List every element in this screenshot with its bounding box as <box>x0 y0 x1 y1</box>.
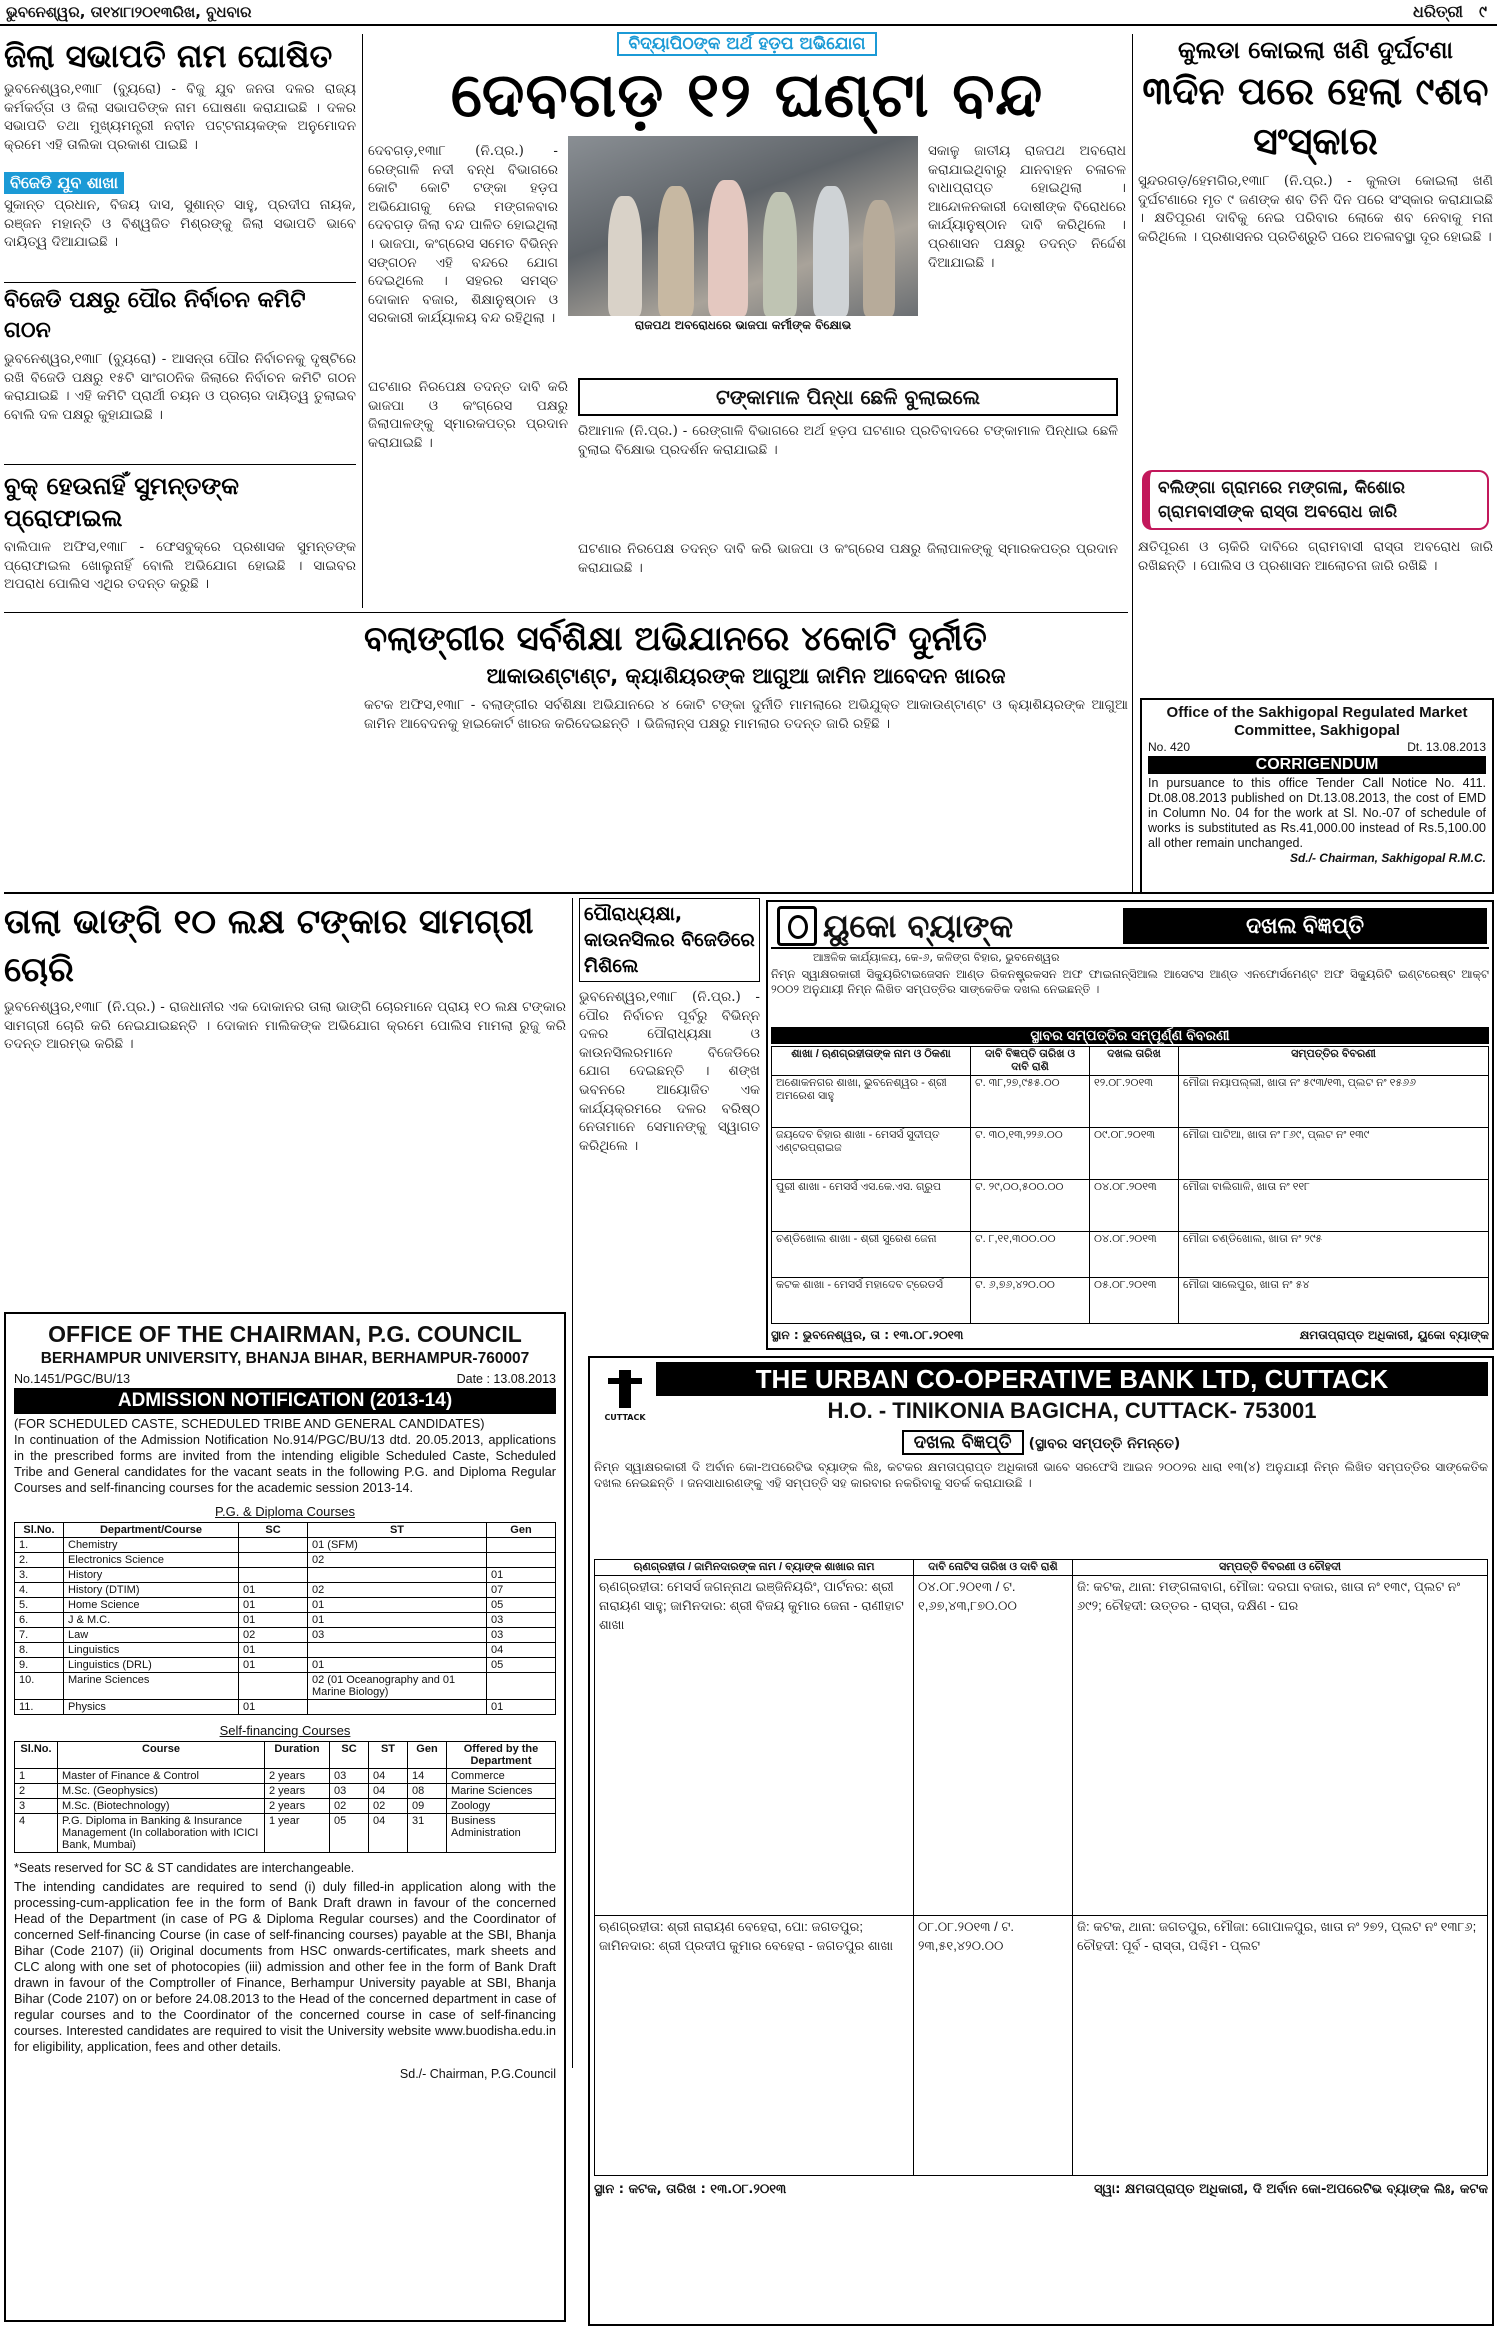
story-body: ଭୁବନେଶ୍ୱର,୧୩ା୮ (ବ୍ୟୁରୋ) - ଆସନ୍ତା ପୌର ନିର୍ବାଚନକୁ ଦୃଷ୍ଟିରେ ରଖି ବିଜେଡି ପକ୍ଷରୁ ୧୫ଟି ସାଂଗଠନିକ ଜିଲାରେ ନିର୍ବାଚନ କମିଟି ଗଠନ କରାଯାଇଛି । ଏହି କମିଟି ପ୍ରାର୍ଥୀ ଚୟନ ଓ ପ୍ରଚାର ଦାୟିତ୍ୱ ତୁଲାଇବ ବୋଲି ଦଳ ପକ୍ଷରୁ କୁହାଯାଇଛି । <box>4 351 361 423</box>
center-story <box>368 32 1131 376</box>
dateline: ଭୁବନେଶ୍ୱର, ତା୧୪ା୮ା୨୦୧୩ରିଖ, ବୁଧବାର <box>6 3 252 21</box>
uco-notice-title: ଦଖଲ ବିଜ୍ଞପ୍ତି <box>1123 908 1487 944</box>
photo-caption: ରାଜପଥ ଅବରୋଧରେ ଭାଜପା କର୍ମୀଙ୍କ ବିକ୍ଷୋଭ <box>634 318 852 332</box>
uco-logo-icon <box>777 906 817 946</box>
sub-headline: ଟଙ୍କାମାଳ ପିନ୍ଧା ଛେଳି ବୁଲାଇଲେ <box>578 378 1118 416</box>
story-body: ଭୁବନେଶ୍ୱର,୧୩ା୮ (ନି.ପ୍ର.) - ପୌର ନିର୍ବାଚନ ପୂର୍ବରୁ ବିଭିନ୍ନ ଦଳର ପୌରାଧ୍ୟକ୍ଷା ଓ କାଉନସିଲରମାନେ ବିଜେଡିରେ ଯୋଗ ଦେଇଛନ୍ତି । ଶଙ୍ଖ ଭବନରେ ଆୟୋଜିତ ଏକ କାର୍ଯ୍ୟକ୍ରମରେ ଦଳର ବରିଷ୍ଠ ନେତାମାନେ ସେମାନଙ୍କୁ ସ୍ୱାଗତ କରିଥିଲେ । <box>579 989 765 1154</box>
page-number: ୯ <box>1479 2 1487 21</box>
table-row: 1 Master of Finance & Control 2 years 03 04 14 Commerce <box>15 1769 556 1784</box>
pg-table2: Sl.No. Course Duration SC ST Gen Offered by the Department 1 Master of Finance & Control 2 years 03 04 14 Commerce 2 M.Sc. (Geophysics) 2 years 03 04 08 Marine Sciences 3 M.Sc. (Biotechnology) 2 years 02 02 09 Zoology 4 P.G. Diploma in Banking & Insurance Management (In collaboration with ICICI Bank, Mumbai) 1 year 05 04 31 Business Administration <box>14 1741 556 1853</box>
uco-place-date: ସ୍ଥାନ : ଭୁବନେଶ୍ୱର, ତା : ୧୩.୦୮.୨୦୧୩ <box>771 1328 964 1342</box>
uco-bank-ad <box>766 900 1494 1350</box>
right-top-story <box>1138 34 1497 694</box>
pg-intro: (FOR SCHEDULED CASTE, SCHEDULED TRIBE AND GENERAL CANDIDATES) In continuation of the Admission Notification No.914/PGC/BU/13 dtd. 20.05.2013, applications in the prescribed forms are invited from the intending eligible Scheduled Caste, Scheduled Tribe and General candidates for the vacant seats in the following P.G. and Diploma Regular Courses and self-financing courses for the academic session 2013-14. <box>14 1416 556 1495</box>
corrigendum-body: In pursuance to this office Tender Call Notice No. 411. Dt.08.08.2013 published on Dt.13.08.2013, the cost of EMD in Column No. 04 for the work at Sl. No.-07 of schedule of works is substituted as Rs.41,000.00 instead of Rs.5,100.00 all other remain unchanged. <box>1148 776 1486 850</box>
table-row: ଅଶୋକନଗର ଶାଖା, ଭୁବନେଶ୍ୱର - ଶ୍ରୀ ଅମରେଶ ସାହୁ ଟ. ୩୮,୨୭,୯୫୫.୦୦ ୧୨.୦୮.୨୦୧୩ ମୌଜା ନୟାପଲ୍ଲୀ, ଖାତା ନଂ ୫୯୩/୧୩, ପ୍ଲଟ ନଂ ୧୫୬୬ <box>772 1076 1489 1128</box>
urban-notice-title: ଦଖଲ ବିଜ୍ଞପ୍ତି <box>902 1430 1024 1455</box>
uco-header-branch: ଶାଖା / ଋଣଗ୍ରହୀତାଙ୍କ ନାମ ଓ ଠିକଣା <box>772 1047 971 1076</box>
tag-label: ବିଜେଡି ଯୁବ ଶାଖା <box>4 172 124 194</box>
urban-sign: ସ୍ୱା: କ୍ଷମତାପ୍ରାପ୍ତ ଅଧିକାରୀ, ଦି ଅର୍ବାନ କୋ-ଅପରେଟିଭ ବ୍ୟାଙ୍କ ଲିଃ, କଟକ <box>1093 2182 1488 2197</box>
left-low-story <box>4 470 361 606</box>
table-row: 5. Home Science 01 01 05 <box>15 1598 556 1613</box>
kicker: ବିଦ୍ୟାପିଠଙ୍କ ଅର୍ଥ ହଡ଼ପ ଅଭିଯୋଗ <box>617 32 878 56</box>
urban-notice-sub: (ସ୍ଥାବର ସମ୍ପତ୍ତି ନିମନ୍ତେ) <box>1028 1436 1181 1452</box>
pg-body: The intending candidates are required to send (i) duly filled-in application along with the processing-cum-application fee in the form of Bank Draft drawn in favour of the concerned Head of the Department (in case of PG & Diploma Regular courses) and the Coordinator of concerned Self-financing Course (in case of self-financing courses) payable at the SBI, Bhanja Bihar (Code 2107) (ii) Original documents from HSC onwards-certificates, mark sheets and CLC along with one set of photocopies (iii) admission and other fee in the form of Bank Draft drawn in favour of the Comptroller of Finance, Berhampur University payable at SBI, Bhanja Bihar (Code 2107) on or before 24.08.2013 to the Head of the concerned department in case of regular courses and to the Coordinator of the concerned course in case of self-financing courses. Interested candidates are required to visit the University website www.buodisha.edu.in for eligibility, application, fees and other details. <box>14 1879 556 2054</box>
table-row: 2 M.Sc. (Geophysics) 2 years 03 04 08 Marine Sciences <box>15 1784 556 1799</box>
table-row: 8. Linguistics 01 04 <box>15 1643 556 1658</box>
urban-bank-logo-text: CUTTACK <box>604 1413 646 1422</box>
uco-band: ସ୍ଥାବର ସମ୍ପତ୍ତିର ସମ୍ପୂର୍ଣ୍ଣ ବିବରଣୀ <box>771 1027 1489 1044</box>
story-body: ସୁନ୍ଦରଗଡ଼/ହେମଗିର,୧୩ା୮ (ନି.ପ୍ର.) - କୁଲଡା କୋଇଲା ଖଣି ଦୁର୍ଘଟଣାରେ ମୃତ ୯ ଜଣଙ୍କ ଶବ ତିନି ଦିନ ପରେ ସଂସ୍କାର କରାଯାଇଛି । କ୍ଷତିପୂରଣ ଦାବିକୁ ନେଇ ପରିବାର ଲୋକେ ଶବ ନେବାକୁ ମନା କରିଥିଲେ । ପ୍ରଶାସନର ପ୍ରତିଶ୍ରୁତି ପରେ ଅଚଳାବସ୍ଥା ଦୂର ହୋଇଛି । <box>1138 173 1497 245</box>
corrigendum-ad <box>1140 698 1494 894</box>
urban-bank-name: THE URBAN CO-OPERATIVE BANK LTD, CUTTACK <box>656 1362 1488 1396</box>
table-row: ଋଣଗ୍ରହୀତା: ଶ୍ରୀ ନାରାୟଣ ବେହେରା, ପୋ: ଜଗତପୁର; ଜାମିନଦାର: ଶ୍ରୀ ପ୍ରଦୀପ କୁମାର ବେହେରା - ଜଗତପୁର ଶାଖା ୦୮.୦୮.୨୦୧୩ / ଟ. ୨୩,୫୧,୪୨୦.୦୦ ଜି: କଟକ, ଥାନା: ଜଗତପୁର, ମୌଜା: ଗୋପାଳପୁର, ଖାତା ନଂ ୨୭୨, ପ୍ଲଟ ନଂ ୧୩୮୬; ଚୌହଦୀ: ପୂର୍ବ - ରାସ୍ତା, ପଶ୍ଚିମ - ପ୍ଲଟ <box>595 1916 1488 2176</box>
center-bottom-text-2: ଘଟଣାର ନିରପେକ୍ଷ ତଦନ୍ତ ଦାବି କରି ଭାଜପା ଓ କଂଗ୍ରେସ ପକ୍ଷରୁ ଜିଲାପାଳଙ୍କୁ ସ୍ମାରକପତ୍ର ପ୍ରଦାନ କରାଯାଇଛି । <box>578 541 1123 576</box>
table-row: କଟକ ଶାଖା - ମେସର୍ସ ମହାଦେବ ଟ୍ରେଡର୍ସ ଟ. ୬,୭୬,୪୨୦.୦୦ ୦୫.୦୮.୨୦୧୩ ମୌଜା ସାଲେପୁର, ଖାତା ନଂ ୫୪ <box>772 1278 1489 1324</box>
news-photo <box>568 136 918 316</box>
pg-note: *Seats reserved for SC & ST candidates are interchangeable. <box>14 1861 355 1875</box>
table-row: 2. Electronics Science 02 <box>15 1553 556 1568</box>
headline: ବୁକ୍ ହେଉନାହିଁ ସୁମନ୍ତଙ୍କ ପ୍ରୋଫାଇଲ <box>4 472 239 532</box>
uco-header-property: ସମ୍ପତ୍ତିର ବିବରଣୀ <box>1179 1047 1489 1076</box>
urban-place-date: ସ୍ଥାନ : କଟକ, ତାରିଖ : ୧୩.୦୮.୨୦୧୩ <box>594 2182 787 2197</box>
urban-bank-ad <box>588 1356 1494 2326</box>
story-body-right: ସକାଳୁ ଜାତୀୟ ରାଜପଥ ଅବରୋଧ କରାଯାଇଥିବାରୁ ଯାନବାହନ ଚଳାଚଳ ବାଧାପ୍ରାପ୍ତ ହୋଇଥିଲା । ଆନ୍ଦୋଳନକାରୀ ଦୋଷୀଙ୍କ ବିରୋଧରେ କାର୍ଯ୍ୟାନୁଷ୍ଠାନ ଦାବି କରିଥିଲେ । ପ୍ରଶାସନ ପକ୍ଷରୁ ତଦନ୍ତ ନିର୍ଦ୍ଦେଶ ଦିଆଯାଇଛି । <box>928 143 1131 271</box>
uco-header-date: ଦଖଲ ତାରିଖ <box>1090 1047 1179 1076</box>
pg-university: BERHAMPUR UNIVERSITY, BHANJA BIHAR, BERHAMPUR-760007 <box>40 1350 530 1367</box>
bolangir-story <box>4 616 1133 886</box>
story-body: ଭୁବନେଶ୍ୱର,୧୩ା୮ (ବ୍ୟୁରୋ) - ବିଜୁ ଯୁବ ଜନତା ଦଳର ରାଜ୍ୟ କର୍ମକର୍ତ୍ତା ଓ ଜିଲା ସଭାପତିଙ୍କ ନାମ ଘୋଷଣା କରାଯାଇଛି । ଦଳର ସଭାପତି ତଥା ମୁଖ୍ୟମନ୍ତ୍ରୀ ନବୀନ ପଟ୍ଟନାୟକଙ୍କ ଅନୁମୋଦନ କ୍ରମେ ଏହି ତାଲିକା ପ୍ରକାଶ ପାଇଛି । <box>4 81 361 153</box>
left-top-story <box>4 34 361 274</box>
story-body-left: ଦେବଗଡ଼,୧୩ା୮ (ନି.ପ୍ର.) - ରେଙ୍ଗାଳି ନଦୀ ବନ୍ଧ ବିଭାଗରେ କୋଟି କୋଟି ଟଙ୍କା ହଡ଼ପ ଅଭିଯୋଗକୁ ନେଇ ମଙ୍ଗଳବାର ଦେବଗଡ଼ ଜିଲା ବନ୍ଦ ପାଳିତ ହୋଇଥିଲା । ଭାଜପା, କଂଗ୍ରେସ ସମେତ ବିଭିନ୍ନ ସଙ୍ଗଠନ ଏହି ବନ୍ଦରେ ଯୋଗ ଦେଇଥିଲେ । ସହରର ସମସ୍ତ ଦୋକାନ ବଜାର, ଶିକ୍ଷାନୁଷ୍ଠାନ ଓ ସରକାରୀ କାର୍ଯ୍ୟାଳୟ ବନ୍ଦ ରହିଥିଲା । <box>368 143 563 327</box>
table-row: ଚଣ୍ଡିଖୋଲ ଶାଖା - ଶ୍ରୀ ସୁରେଶ ଜେନା ଟ. ୮,୧୧,୩୦୦.୦୦ ୦୪.୦୮.୨୦୧୩ ମୌଜା ଚଣ୍ଡିଖୋଲ, ଖାତା ନଂ ୨୯୫ <box>772 1232 1489 1278</box>
left-mid-story <box>4 286 361 462</box>
headline: ଜିଲା ସଭାପତି ନାମ ଘୋଷିତ <box>4 37 333 75</box>
urban-bank-ho: H.O. - TINIKONIA BAGICHA, CUTTACK- 753001 <box>827 1398 1317 1423</box>
corrigendum-title: CORRIGENDUM <box>1148 756 1486 774</box>
headline: ତାଲା ଭାଙ୍ଗି ୧୦ ଲକ୍ଷ ଟଙ୍କାର ସାମଗ୍ରୀ ଚୋରି <box>4 902 534 990</box>
pg-ref: No.1451/PGC/BU/13 <box>14 1372 131 1386</box>
kicker: କୁଲଡା କୋଇଲା ଖଣି ଦୁର୍ଘଟଣା <box>1178 36 1453 64</box>
uco-branch-line: ଆଞ୍ଚଳିକ କାର୍ଯ୍ୟାଳୟ, କେ-୬, କଳିଙ୍ଗ ବିହାର, ଭୁବନେଶ୍ୱର <box>813 951 1060 964</box>
pg-office: OFFICE OF THE CHAIRMAN, P.G. COUNCIL <box>48 1321 522 1347</box>
subhead: ଆକାଉଣ୍ଟାଣ୍ଟ, କ୍ୟାଶିୟରଙ୍କ ଆଗୁଆ ଜାମିନ ଆବେଦନ ଖାରଜ <box>486 664 1006 688</box>
uco-sign: କ୍ଷମତାପ୍ରାପ୍ତ ଅଧିକାରୀ, ୟୁକୋ ବ୍ୟାଙ୍କ <box>1299 1328 1489 1342</box>
table-row: 3 M.Sc. (Biotechnology) 2 years 02 02 09 Zoology <box>15 1799 556 1814</box>
table-row: 7. Law 02 03 03 <box>15 1628 556 1643</box>
story-body: ବାଲିପାଳ ଅଫିସ,୧୩ା୮ - ଫେସବୁକ୍‌ରେ ପ୍ରଶାସକ ସୁମନ୍ତଙ୍କ ପ୍ରୋଫାଇଲ ଖୋଲୁନାହିଁ ବୋଲି ଅଭିଯୋଗ ହୋଇଛି । ସାଇବର ଅପରାଧ ପୋଲିସ ଏଥିର ତଦନ୍ତ କରୁଛି । <box>4 539 361 593</box>
corrigendum-no: No. 420 <box>1148 740 1191 754</box>
table-row: 4. History (DTIM) 01 02 07 <box>15 1583 556 1598</box>
table-row: ଜୟଦେବ ବିହାର ଶାଖା - ମେସର୍ସ ସୁଦୀପ୍ତ ଏଣ୍ଟରପ୍ରାଇଜ ଟ. ୩୦,୧୩,୨୨୬.୦୦ ୦୯.୦୮.୨୦୧୩ ମୌଜା ପାଟିଆ, ଖାତା ନଂ ୮୬୯, ପ୍ଲଟ ନଂ ୧୩୯ <box>772 1128 1489 1180</box>
pg-title: ADMISSION NOTIFICATION (2013-14) <box>14 1388 556 1414</box>
corrigendum-sign: Sd./- Chairman, Sakhigopal R.M.C. <box>1289 851 1486 865</box>
pg-table1-title: P.G. & Diploma Courses <box>215 1504 355 1519</box>
table-row: 4 P.G. Diploma in Banking & Insurance Management (In collaboration with ICICI Bank, Mumbai) 1 year 05 04 31 Business Administration <box>15 1814 556 1853</box>
sub-story <box>578 378 1123 534</box>
story-body: ଭୁବନେଶ୍ୱର,୧୩ା୮ (ନି.ପ୍ର.) - ରାଜଧାନୀର ଏକ ଦୋକାନର ତାଲା ଭାଙ୍ଗି ଚୋରମାନେ ପ୍ରାୟ ୧୦ ଲକ୍ଷ ଟଙ୍କାର ସାମଗ୍ରୀ ଚୋରି କରି ନେଇଯାଇଛନ୍ତି । ଦୋକାନ ମାଲିକଙ୍କ ଅଭିଯୋଗ କ୍ରମେ ପୋଲିସ ମାମଲା ରୁଜୁ କରି ତଦନ୍ତ ଆରମ୍ଭ କରିଛି । <box>4 999 571 1053</box>
table-row: 10. Marine Sciences 02 (01 Oceanography and 01 Marine Biology) <box>15 1673 556 1700</box>
headline: ବଲାଙ୍ଗୀର ସର୍ବଶିକ୍ଷା ଅଭିଯାନରେ ୪କୋଟି ଦୁର୍ନୀତି <box>364 619 987 659</box>
uco-bank-name: ୟୁକୋ ବ୍ୟାଙ୍କ <box>823 906 1014 945</box>
story-body: କଟକ ଅଫିସ,୧୩ା୮ - ବଲାଙ୍ଗୀର ସର୍ବଶିକ୍ଷା ଅଭିଯାନରେ ୪ କୋଟି ଟଙ୍କା ଦୁର୍ନୀତି ମାମଲାରେ ଅଭିଯୁକ୍ତ ଆକାଉଣ୍ଟାଣ୍ଟ ଓ କ୍ୟାଶିୟରଙ୍କ ଆଗୁଆ ଜାମିନ ଆବେଦନକୁ ହାଇକୋର୍ଟ ଖାରଜ କରିଦେଇଛନ୍ତି । ଭିଜିଲାନ୍ସ ପକ୍ଷରୁ ମାମଲାର ତଦନ୍ତ ଜାରି ରହିଛି । <box>364 697 1133 732</box>
sub-body: ରିଆମାଳ (ନି.ପ୍ର.) - ରେଙ୍ଗାଳି ବିଭାଗରେ ଅର୍ଥ ହଡ଼ପ ଘଟଣାର ପ୍ରତିବାଦରେ ଟଙ୍କାମାଳ ପିନ୍ଧାଇ ଛେଳି ବୁଲାଇ ବିକ୍ଷୋଭ ପ୍ରଦର୍ଶନ କରାଯାଇଛି । <box>578 423 1123 458</box>
pg-council-ad <box>4 1312 566 2322</box>
center-bottom-text: ଘଟଣାର ନିରପେକ୍ଷ ତଦନ୍ତ ଦାବି କରି ଭାଜପା ଓ କଂଗ୍ରେସ ପକ୍ଷରୁ ଜିଲାପାଳଙ୍କୁ ସ୍ମାରକପତ୍ର ପ୍ରଦାନ କରାଯାଇଛି । <box>368 379 573 451</box>
table-row: 1. Chemistry 01 (SFM) <box>15 1538 556 1553</box>
uco-table <box>771 1046 1489 1324</box>
headline: ୩ଦିନ ପରେ ହେଲା ୯ଶବ ସଂସ୍କାର <box>1142 69 1489 163</box>
table-row: ଋଣଗ୍ରହୀତା: ମେସର୍ସ ଜଗନ୍ନାଥ ଇଞ୍ଜିନିୟରିଂ, ପାର୍ଟନର: ଶ୍ରୀ ନାରାୟଣ ସାହୁ; ଜାମିନଦାର: ଶ୍ରୀ ବିଜୟ କୁମାର ଜେନା - ରାଣୀହାଟ ଶାଖା ୦୪.୦୮.୨୦୧୩ / ଟ. ୧,୬୭,୪୩,୮୭୦.୦୦ ଜି: କଟକ, ଥାନା: ମଙ୍ଗଳାବାଗ, ମୌଜା: ଦରଘା ବଜାର, ଖାତା ନଂ ୧୩୯, ପ୍ଲଟ ନଂ ୬୯୨; ଚୌହଦୀ: ଉତ୍ତର - ରାସ୍ତା, ଦକ୍ଷିଣ - ଘର <box>595 1576 1488 1916</box>
uco-header-demand: ଦାବି ବିଜ୍ଞପ୍ତି ତାରିଖ ଓ ଦାବି ରାଶି <box>971 1047 1090 1076</box>
table-row: 9. Linguistics (DRL) 01 01 05 <box>15 1658 556 1673</box>
pg-table2-title: Self-financing Courses <box>219 1723 351 1738</box>
table-row: 11. Physics 01 01 <box>15 1700 556 1715</box>
theft-story <box>4 898 571 1308</box>
headline: ପୌରାଧ୍ୟକ୍ଷା, କାଉନସିଲର ବିଜେଡିରେ ମିଶିଲେ <box>579 898 760 982</box>
table-row: 3. History 01 <box>15 1568 556 1583</box>
story-body-2: କ୍ଷତିପୂରଣ ଓ ଚାକିରି ଦାବିରେ ଗ୍ରାମବାସୀ ରାସ୍ତା ଅବରୋଧ ଜାରି ରଖିଛନ୍ତି । ପୋଲିସ ଓ ପ୍ରଶାସନ ଆଲୋଚନା ଜାରି ରଖିଛି । <box>1138 539 1497 574</box>
pg-sign: Sd./- Chairman, P.G.Council <box>399 2067 556 2081</box>
pg-table1: Sl.No. Department/Course SC ST Gen 1. Chemistry 01 (SFM) 2. Electronics Science 02 3. History 01 4. History (DTIM) 01 02 07 5. Home Science 01 01 05 6. J & M.C. 01 01 03 7. Law 02 03 03 8. Linguistics 01 04 9. Linguistics (DRL) 01 01 05 10. Marine Sciences 02 (01 Oceanography and 01 Marine Biology) 11. Physics 01 01 <box>14 1522 556 1715</box>
uco-intro: ନିମ୍ନ ସ୍ୱାକ୍ଷରକାରୀ ସିକ୍ୟୁରିଟାଇଜେସନ ଆଣ୍ଡ ରିକନଷ୍ଟ୍ରକସନ ଅଫ ଫାଇନାନ୍ସିଆଲ ଆସେଟସ ଆଣ୍ଡ ଏନଫୋର୍ସମେଣ୍ଟ ଅଫ ସିକ୍ୟୁରିଟି ଇଣ୍ଟରେଷ୍ଟ ଆକ୍ଟ ୨୦୦୨ ଅନୁଯାୟୀ ନିମ୍ନ ଲିଖିତ ସମ୍ପତ୍ତିର ସାଙ୍କେତିକ ଦଖଲ ନେଇଛନ୍ତି । <box>771 967 1489 996</box>
urban-table: ଋଣଗ୍ରହୀତା / ଜାମିନଦାରଙ୍କ ନାମ / ବ୍ୟାଙ୍କ ଶାଖାର ନାମ ଦାବି ନୋଟିସ ତାରିଖ ଓ ଦାବି ରାଶି ସମ୍ପତ୍ତି ବିବରଣୀ ଓ ଚୌହଦୀ ଋଣଗ୍ରହୀତା: ମେସର୍ସ ଜଗନ୍ନାଥ ଇଞ୍ଜିନିୟରିଂ, ପାର୍ଟନର: ଶ୍ରୀ ନାରାୟଣ ସାହୁ; ଜାମିନଦାର: ଶ୍ରୀ ବିଜୟ କୁମାର ଜେନା - ରାଣୀହାଟ ଶାଖା ୦୪.୦୮.୨୦୧୩ / ଟ. ୧,୬୭,୪୩,୮୭୦.୦୦ ଜି: କଟକ, ଥାନା: ମଙ୍ଗଳାବାଗ, ମୌଜା: ଦରଘା ବଜାର, ଖାତା ନଂ ୧୩୯, ପ୍ଲଟ ନଂ ୬୯୨; ଚୌହଦୀ: ଉତ୍ତର - ରାସ୍ତା, ଦକ୍ଷିଣ - ଘର ଋଣଗ୍ରହୀତା: ଶ୍ରୀ ନାରାୟଣ ବେହେରା, ପୋ: ଜଗତପୁର; ଜାମିନଦାର: ଶ୍ରୀ ପ୍ରଦୀପ କୁମାର ବେହେରା - ଜଗତପୁର ଶାଖା ୦୮.୦୮.୨୦୧୩ / ଟ. ୨୩,୫୧,୪୨୦.୦୦ ଜି: କଟକ, ଥାନା: ଜଗତପୁର, ମୌଜା: ଗୋପାଳପୁର, ଖାତା ନଂ ୨୭୨, ପ୍ଲଟ ନଂ ୧୩୮୬; ଚୌହଦୀ: ପୂର୍ବ - ରାସ୍ତା, ପଶ୍ଚିମ - ପ୍ଲଟ <box>594 1559 1488 2176</box>
headline: ଦେବଗଡ଼ ୧୨ ଘଣ୍ଟା ବନ୍ଦ <box>450 58 1044 131</box>
table-row: ପୁରୀ ଶାଖା - ମେସର୍ସ ଏସ.କେ.ଏସ. ଗ୍ରୁପ ଟ. ୨୯,୦୦,୫୦୦.୦୦ ୦୪.୦୮.୨୦୧୩ ମୌଜା ବାଲିଗାଳି, ଖାତା ନଂ ୧୧୮ <box>772 1180 1489 1232</box>
urban-bank-logo-icon <box>602 1366 648 1422</box>
urban-intro: ନିମ୍ନ ସ୍ୱାକ୍ଷରକାରୀ ଦି ଅର୍ବାନ କୋ-ଅପରେଟିଭ ବ୍ୟାଙ୍କ ଲିଃ, କଟକର କ୍ଷମତାପ୍ରାପ୍ତ ଅଧିକାରୀ ଭାବେ ସରଫେସି ଆଇନ ୨୦୦୨ର ଧାରା ୧୩(୪) ଅନୁଯାୟୀ ନିମ୍ନ ଲିଖିତ ସମ୍ପତ୍ତିର ସାଙ୍କେତିକ ଦଖଲ ନେଇଛନ୍ତି । ଜନସାଧାରଣଙ୍କୁ ଏହି ସମ୍ପତ୍ତି ସହ କାରବାର ନକରିବାକୁ ସତର୍କ କରାଯାଉଛି । <box>594 1460 1488 1490</box>
table-row: 6. J & M.C. 01 01 03 <box>15 1613 556 1628</box>
story-body-2: ସୁକାନ୍ତ ପ୍ରଧାନ, ବିଜୟ ଦାସ, ସୁଶାନ୍ତ ସାହୁ, ପ୍ରଦୀପ ନାୟକ, ରଞ୍ଜନ ମହାନ୍ତି ଓ ବିଶ୍ୱଜିତ ମିଶ୍ରଙ୍କୁ ଜିଲା ସଭାପତି ଭାବେ ଦାୟିତ୍ୱ ଦିଆଯାଇଛି । <box>4 197 361 251</box>
pg-date: Date : 13.08.2013 <box>456 1372 556 1386</box>
masthead <box>0 0 1497 26</box>
corrigendum-office: Office of the Sakhigopal Regulated Market Committee, Sakhigopal <box>1166 704 1468 739</box>
sub-headline: ବଲିଙ୍ଗା ଗ୍ରାମରେ ମଙ୍ଗଳା, କିଶୋର ଗ୍ରାମବାସୀଙ୍କ ରାସ୍ତା ଅବରୋଧ ଜାରି <box>1142 470 1489 530</box>
paper-name: ଧରିତ୍ରୀ <box>1413 2 1463 21</box>
corrigendum-date: Dt. 13.08.2013 <box>1407 740 1486 754</box>
headline: ବିଜେଡି ପକ୍ଷରୁ ପୌର ନିର୍ବାଚନ କମିଟି ଗଠନ <box>4 288 306 343</box>
